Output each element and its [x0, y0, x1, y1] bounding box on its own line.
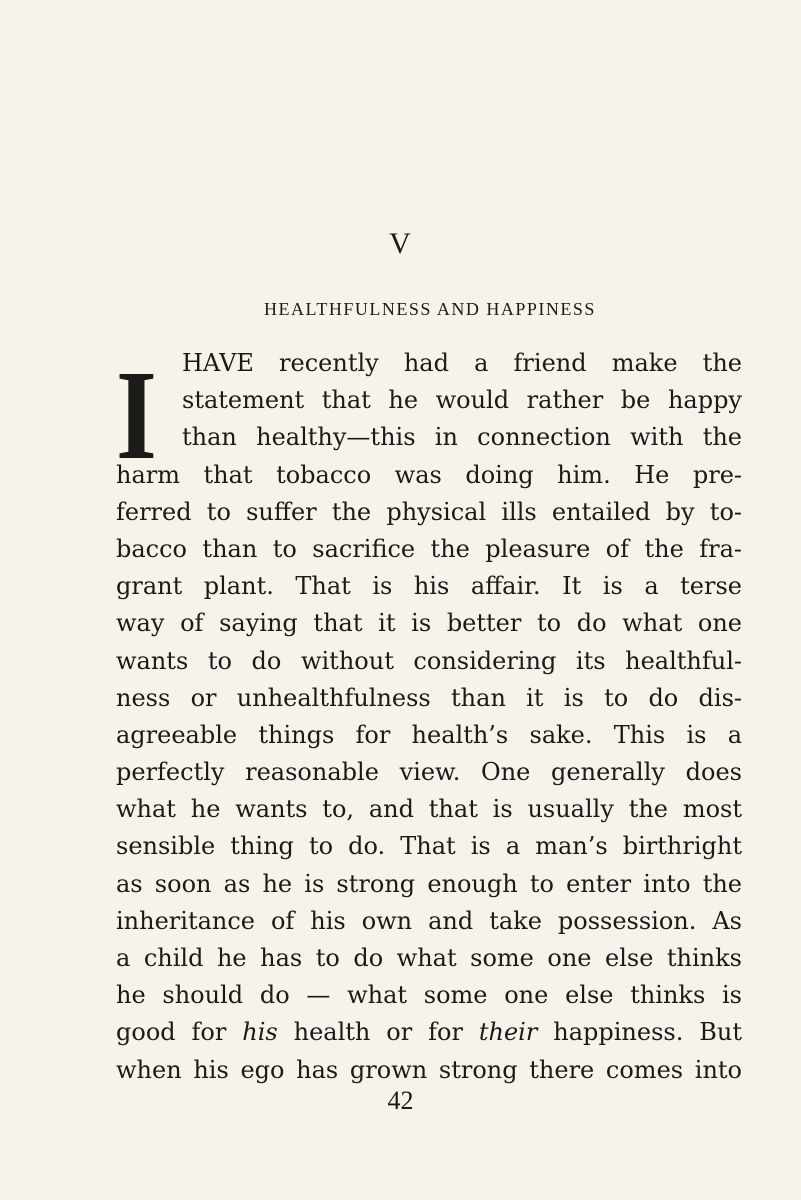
text-line: agreeable things for health’s sake. This is a [116, 720, 742, 749]
text-line: than healthy—this in connection with the [182, 423, 742, 452]
text-fragment: happiness. But [537, 1018, 742, 1047]
text-line: statement that he would rather be happy [182, 386, 742, 415]
italic-word: their [478, 1018, 538, 1047]
text-fragment: health or for [277, 1018, 479, 1047]
text-line: bacco than to sacrifice the pleasure of the fra- [116, 534, 742, 563]
drop-cap: I [116, 344, 157, 486]
text-line: ness or unhealthfulness than it is to do dis- [116, 683, 742, 712]
text-line: he should do — what some one else thinks is [116, 981, 742, 1010]
text-line-with-italics [116, 1014, 742, 1051]
text-line: harm that tobacco was doing him. He pre- [116, 460, 742, 489]
text-line: HAVE recently had a friend make the [182, 349, 742, 377]
text-line: perfectly reasonable view. One generally does [116, 758, 742, 787]
text-line: grant plant. That is his affair. It is a terse [116, 572, 742, 601]
chapter-title: HEALTHFULNESS AND HAPPINESS [264, 299, 596, 319]
text-line: wants to do without considering its healthful- [116, 646, 742, 675]
text-line: sensible thing to do. That is a man’s birthright [116, 832, 742, 861]
chapter-body [116, 345, 742, 1089]
italic-word: his [242, 1018, 278, 1047]
text-line: way of saying that it is better to do what one [116, 609, 742, 638]
text-line: what he wants to, and that is usually the most [116, 795, 742, 824]
text-line: inheritance of his own and take possession. As [116, 906, 742, 935]
text-line: as soon as he is strong enough to enter into the [116, 869, 742, 898]
text-fragment: good for [116, 1018, 243, 1047]
text-line: a child he has to do what some one else thinks [116, 944, 742, 972]
page-number: 42 [387, 1086, 414, 1115]
text-line: when his ego has grown strong there comes into [116, 1055, 742, 1084]
text-line: ferred to suffer the physical ills entailed by to- [116, 497, 742, 526]
chapter-number: V [389, 227, 412, 260]
